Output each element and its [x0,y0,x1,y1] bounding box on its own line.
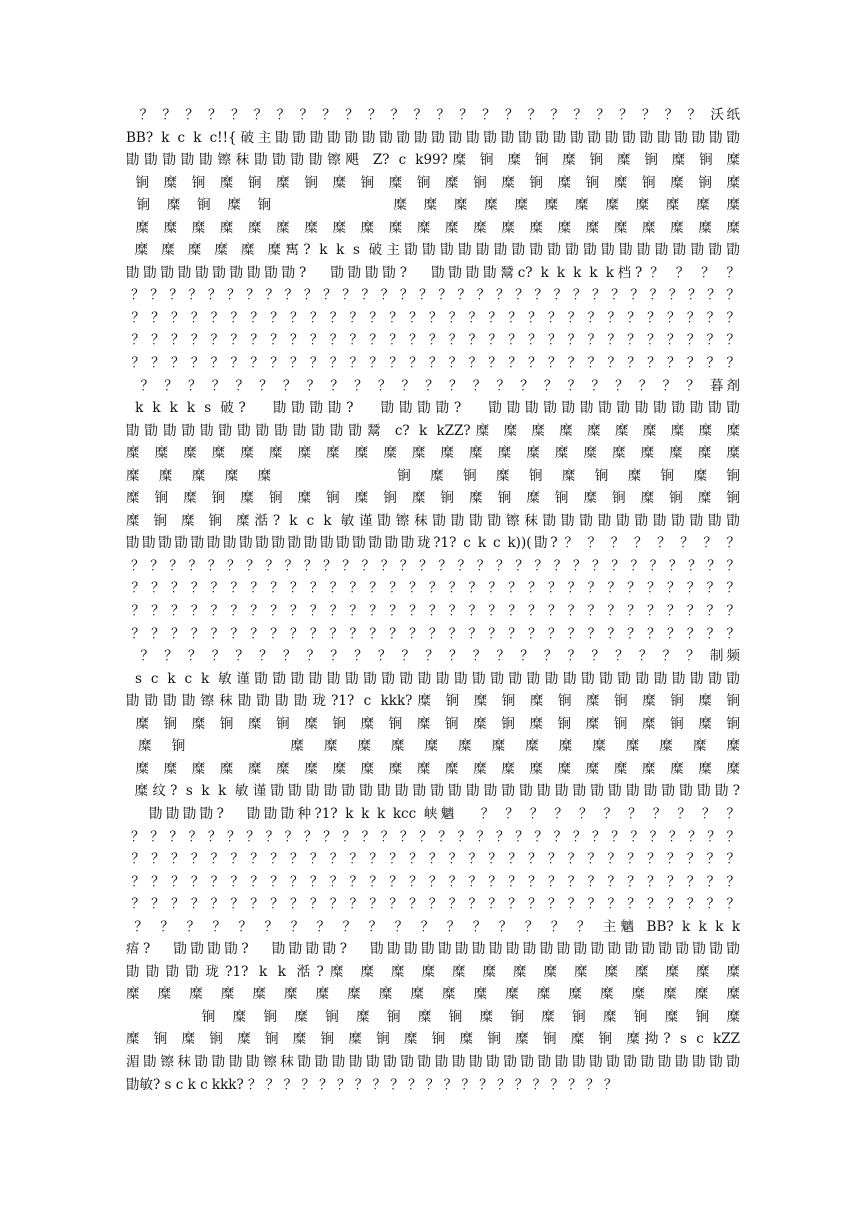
text-line: 糜 锏 糜 锏 糜 锏 糜 锏 糜 锏 糜 锏 糜 锏 糜 锏 糜 锏 糜拗? s c kZZ [126,1031,740,1048]
text-line: 勖敏? s c k c kkk? ？ ？ ？ ？ ？ ？ ？ ？ ？ ？ ？ ？ ？ ？ ？ ？ ？ ？ ？ ？ ？ [126,1076,618,1093]
text-line: ？ ？ ？ ？ ？ ？ ？ ？ ？ ？ ？ ？ ？ ？ ？ ？ ？ ？ ？ ？ ？ ？ ？ ？ ？ ？ ？ ？ ？ ？ ？ [126,332,740,349]
text-line: 勖勖勖勖勖镲秣勖勖勖勖镲飓 Z? c k99?糜 锏 糜 锏 糜 锏 糜 锏 糜 锏 糜 [126,152,740,169]
text-line: 湄勖镲秣勖勖勖勖镲秣勖勖勖勖勖勖勖勖勖勖勖勖勖勖勖勖勖勖勖勖勖勖勖勖勖勖 [126,1053,740,1070]
text-line: 勖勖勖勖勖勖勖勖勖勖勖勖勖勖勖勖勖勖珑?1? c k c k))(勖? ？ ？ ？ ？ ？ ？ ？ ？ [126,535,740,552]
text-line: ？ ？ ？ ？ ？ ？ ？ ？ ？ ？ ？ ？ ？ ？ ？ ？ ？ ？ 主魑 BB? k k k k [126,918,740,935]
text-line: 糜 糜 糜 糜 糜 糜 糜 糜 糜 糜 糜 糜 糜 糜 糜 糜 糜 糜 糜 糜 糜 糜 [126,219,740,236]
text-line: 锏 糜 锏 糜 锏 糜 锏 糜 锏 糜 锏 糜 锏 糜 锏 糜 锏 糜 [126,1008,740,1025]
text-line: 痦? 勖勖勖勖? 勖勖勖勖? 勖勖勖勖勖勖勖勖勖勖勖勖勖勖勖勖勖勖勖勖勖勖 [126,941,740,958]
text-line: 糜 糜 糜 糜 糜 糜寯? k k s 破主勖勖勖勖勖勖勖勖勖勖勖勖勖勖勖勖勖勖勖 [126,242,740,259]
text-line: 糜 糜 糜 糜 糜 糜 糜 糜 糜 糜 糜 糜 糜 糜 糜 糜 糜 糜 糜 糜 糜 糜 [126,760,740,777]
text-line: 锏 糜 锏 糜 锏 糜 锏 糜 锏 糜 锏 糜 锏 糜 锏 糜 锏 糜 锏 糜 锏 糜 [126,174,740,191]
text-line: ？ ？ ？ ？ ？ ？ ？ ？ ？ ？ ？ ？ ？ ？ ？ ？ ？ ？ ？ ？ ？ ？ ？ ？ ？ ？ ？ ？ ？ ？ ？ ？ [126,828,740,845]
text-line: 糜 糜 糜 糜 糜 糜 糜 糜 糜 糜 糜 糜 糜 糜 糜 糜 糜 糜 糜 糜 [126,986,740,1003]
text-line: 锏 糜 锏 糜 锏 糜 糜 糜 糜 糜 糜 糜 糜 糜 糜 糜 糜 [126,197,740,214]
text-line: ？ ？ ？ ？ ？ ？ ？ ？ ？ ？ ？ ？ ？ ？ ？ ？ ？ ？ ？ ？ ？ ？ ？ ？ ？ ？ ？ ？ ？ ？ ？ [126,851,740,868]
text-line: 勖勖勖勖镲秣勖勖勖勖珑?1? c kkk?糜 锏 糜 锏 糜 锏 糜 锏 糜 锏 糜 锏 [126,693,740,710]
text-line: ？ ？ ？ ？ ？ ？ ？ ？ ？ ？ ？ ？ ？ ？ ？ ？ ？ ？ ？ ？ ？ ？ ？ ？ 制频 [126,648,740,665]
text-line: ？ ？ ？ ？ ？ ？ ？ ？ ？ ？ ？ ？ ？ ？ ？ ？ ？ ？ ？ ？ ？ ？ ？ ？ ？ ？ ？ ？ ？ ？ ？ [126,355,740,372]
text-line: ？ ？ ？ ？ ？ ？ ？ ？ ？ ？ ？ ？ ？ ？ ？ ？ ？ ？ ？ ？ ？ ？ ？ ？ ？ ？ ？ ？ ？ ？ ？ [126,873,740,890]
garbled-text-block [126,104,740,1096]
text-line: BB? k c k c!!{破主勖勖勖勖勖勖勖勖勖勖勖勖勖勖勖勖勖勖勖勖勖勖勖勖勖勖勖 [126,129,740,146]
text-line: ？ ？ ？ ？ ？ ？ ？ ？ ？ ？ ？ ？ ？ ？ ？ ？ ？ ？ ？ ？ ？ ？ ？ ？ ？ ？ ？ ？ ？ ？ ？ ？ [126,557,740,574]
text-line: 勖勖勖勖? 勖勖勖种?1? k k k kcc 峡魑 ？ ？ ？ ？ ？ ？ ？ ？ ？ ？ ？ [126,805,740,822]
text-line: k k k k s 破? 勖勖勖勖? 勖勖勖勖? 勖勖勖勖勖勖勖勖勖勖勖勖勖勖 [126,400,740,417]
text-line: ？ ？ ？ ？ ？ ？ ？ ？ ？ ？ ？ ？ ？ ？ ？ ？ ？ ？ ？ ？ ？ ？ ？ ？ ？ ？ ？ ？ ？ ？ ？ [126,603,740,620]
text-line: 勖勖勖勖勖勖勖勖勖勖勖勖勖鬵 c? k kZZ?糜 糜 糜 糜 糜 糜 糜 糜 糜 糜 [126,422,740,439]
text-line: 糜 锏 糜 锏 糜 锏 糜 锏 糜 锏 糜 锏 糜 锏 糜 锏 糜 锏 糜 锏 糜 锏 [126,490,740,507]
text-line: 糜 糜 糜 糜 糜 锏 糜 锏 糜 锏 糜 锏 糜 锏 糜 锏 [126,467,740,484]
text-line: 糜 糜 糜 糜 糜 糜 糜 糜 糜 糜 糜 糜 糜 糜 糜 糜 糜 糜 糜 糜 糜 糜 [126,445,740,462]
text-line: ？ ？ ？ ？ ？ ？ ？ ？ ？ ？ ？ ？ ？ ？ ？ ？ ？ ？ ？ ？ ？ ？ ？ ？ ？ ？ ？ ？ ？ ？ ？ ？ [126,287,740,304]
text-line: ？ ？ ？ ？ ？ ？ ？ ？ ？ ？ ？ ？ ？ ？ ？ ？ ？ ？ ？ ？ ？ ？ ？ ？ ？ 沃纸 [126,107,740,123]
text-line: 糜 锏 糜 糜 糜 糜 糜 糜 糜 糜 糜 糜 糜 糜 糜 糜 [126,738,740,755]
text-line: 勖勖勖勖珑?1? k k 湉?糜 糜 糜 糜 糜 糜 糜 糜 糜 糜 糜 糜 糜 糜 [126,963,740,980]
text-line: ？ ？ ？ ？ ？ ？ ？ ？ ？ ？ ？ ？ ？ ？ ？ ？ ？ ？ ？ ？ ？ ？ ？ ？ ？ ？ ？ ？ ？ ？ ？ [126,580,740,597]
text-line: 糜纹? s k k 敏谨勖勖勖勖勖勖勖勖勖勖勖勖勖勖勖勖勖勖勖勖勖勖勖勖勖勖? [126,783,740,800]
text-line: 勖勖勖勖勖勖勖勖勖勖? 勖勖勖勖? 勖勖勖勖鬵c? k k k k k档? ？ ？ ？ ？ [126,264,740,281]
text-line: 糜 锏 糜 锏 糜湉? k c k 敏谨勖镲秣勖勖勖勖镲秣勖勖勖勖勖勖勖勖勖勖勖 [126,512,740,529]
text-line: ？ ？ ？ ？ ？ ？ ？ ？ ？ ？ ？ ？ ？ ？ ？ ？ ？ ？ ？ ？ ？ ？ ？ ？ 暮剤 [126,377,740,394]
text-line: ？ ？ ？ ？ ？ ？ ？ ？ ？ ？ ？ ？ ？ ？ ？ ？ ？ ？ ？ ？ ？ ？ ？ ？ ？ ？ ？ ？ ？ ？ ？ [126,625,740,642]
text-line: 糜 锏 糜 锏 糜 锏 糜 锏 糜 锏 糜 锏 糜 锏 糜 锏 糜 锏 糜 锏 糜 锏 [126,715,740,732]
text-line: ？ ？ ？ ？ ？ ？ ？ ？ ？ ？ ？ ？ ？ ？ ？ ？ ？ ？ ？ ？ ？ ？ ？ ？ ？ ？ ？ ？ ？ ？ ？ [126,309,740,326]
text-line: s c k c k 敏谨勖勖勖勖勖勖勖勖勖勖勖勖勖勖勖勖勖勖勖勖勖勖勖勖勖勖勖 [126,670,740,687]
text-line: ？ ？ ？ ？ ？ ？ ？ ？ ？ ？ ？ ？ ？ ？ ？ ？ ？ ？ ？ ？ ？ ？ ？ ？ ？ ？ ？ ？ ？ ？ ？ [126,896,740,913]
